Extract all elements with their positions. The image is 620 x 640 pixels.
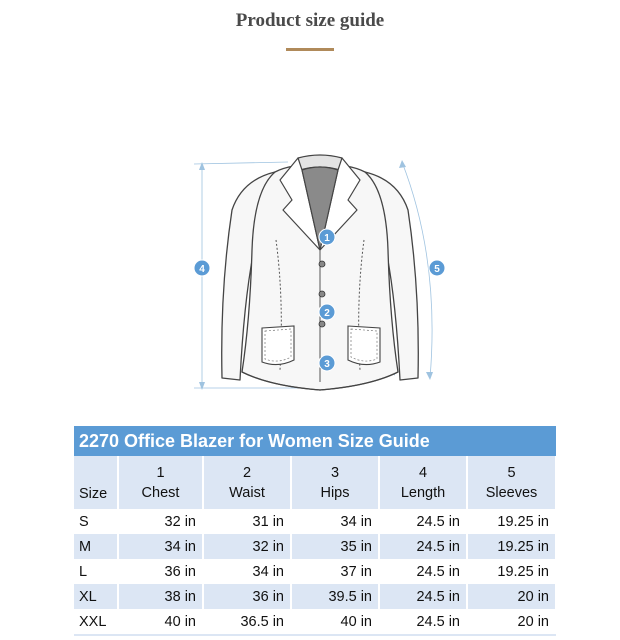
value-cell: 34 in: [291, 509, 379, 534]
size-guide-table: [74, 426, 556, 636]
value-cell: 24.5 in: [379, 584, 467, 609]
badge-waist-label: 2: [324, 308, 330, 319]
size-cell: XXL: [74, 609, 118, 634]
value-cell: 20 in: [467, 584, 556, 609]
value-cell: 31 in: [203, 509, 291, 534]
badge-chest-label: 1: [324, 233, 330, 244]
value-cell: 37 in: [291, 559, 379, 584]
badge-hips-label: 3: [324, 359, 330, 370]
header-waist: 2 Waist: [203, 456, 291, 509]
table-title: 2270 Office Blazer for Women Size Guide: [74, 426, 556, 456]
value-cell: 34 in: [203, 559, 291, 584]
value-cell: 32 in: [203, 534, 291, 559]
table-row: [74, 609, 556, 634]
header-length: 4 Length: [379, 456, 467, 509]
header-chest: 1 Chest: [118, 456, 203, 509]
value-cell: 24.5 in: [379, 534, 467, 559]
value-cell: 36.5 in: [203, 609, 291, 634]
value-cell: 36 in: [203, 584, 291, 609]
value-cell: 19.25 in: [467, 509, 556, 534]
size-cell: M: [74, 534, 118, 559]
table-row: [74, 559, 556, 584]
value-cell: 40 in: [118, 609, 203, 634]
value-cell: 20 in: [467, 609, 556, 634]
value-cell: 34 in: [118, 534, 203, 559]
blazer-illustration: [180, 150, 450, 395]
badge-length-label: 4: [199, 264, 205, 275]
header-size: Size: [74, 456, 118, 509]
table-row: [74, 584, 556, 609]
value-cell: 39.5 in: [291, 584, 379, 609]
value-cell: 36 in: [118, 559, 203, 584]
badge-sleeves-label: 5: [434, 264, 440, 275]
header-sleeves: 5 Sleeves: [467, 456, 556, 509]
value-cell: 24.5 in: [379, 609, 467, 634]
table-bottom-rule: [74, 634, 556, 636]
size-cell: XL: [74, 584, 118, 609]
title-underline: [286, 48, 334, 51]
value-cell: 24.5 in: [379, 509, 467, 534]
header-hips: 3 Hips: [291, 456, 379, 509]
value-cell: 24.5 in: [379, 559, 467, 584]
size-cell: S: [74, 509, 118, 534]
value-cell: 35 in: [291, 534, 379, 559]
value-cell: 19.25 in: [467, 534, 556, 559]
value-cell: 32 in: [118, 509, 203, 534]
table-row: [74, 509, 556, 534]
value-cell: 19.25 in: [467, 559, 556, 584]
table-row: [74, 534, 556, 559]
page-title: Product size guide: [235, 10, 385, 31]
value-cell: 40 in: [291, 609, 379, 634]
value-cell: 38 in: [118, 584, 203, 609]
table-header-row: [74, 456, 556, 509]
size-cell: L: [74, 559, 118, 584]
